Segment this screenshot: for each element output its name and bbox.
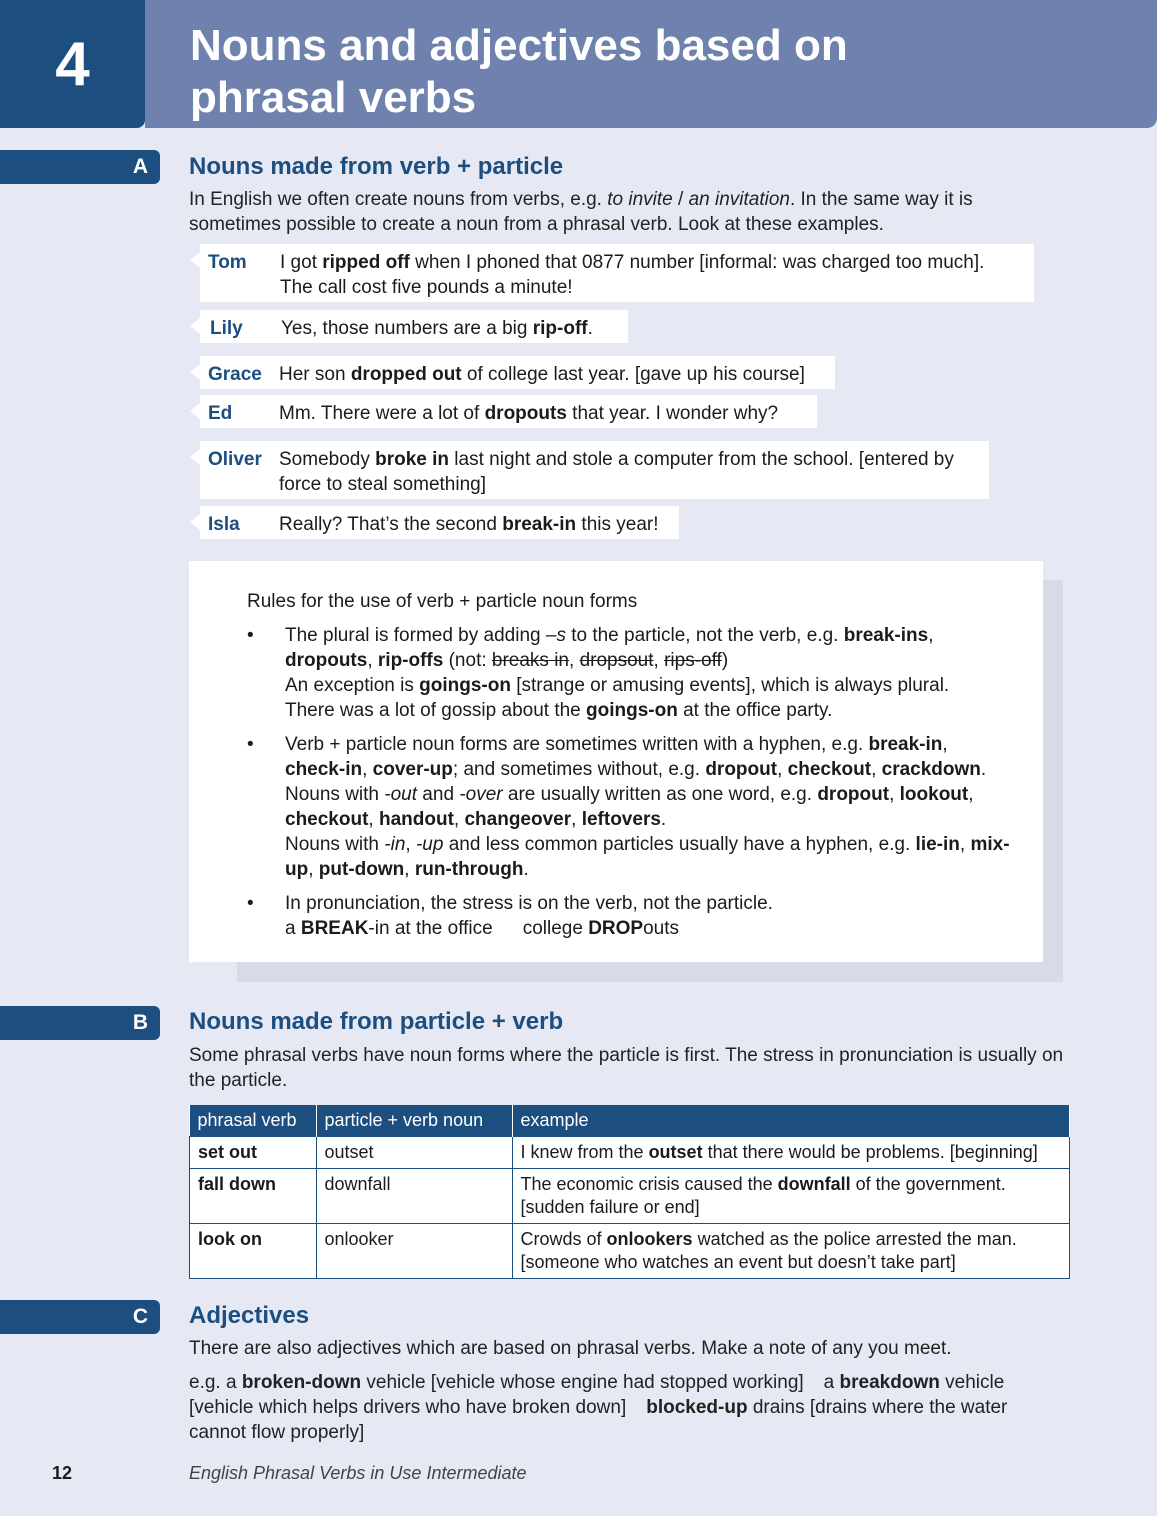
section-c-intro: There are also adjectives which are based on phrasal verbs. Make a note of any you meet. [189,1338,952,1359]
speech-bold: dropouts [484,403,567,424]
table-cell-noun: outset [316,1137,512,1169]
speaker-name: Grace [208,364,262,385]
column-header: phrasal verb [190,1105,317,1137]
rule-bold: BREAK [300,918,369,939]
rule-text: outs [643,918,680,939]
rule-bold: checkout [285,809,369,830]
rule-italic: -over [459,784,503,805]
rule-item-plural: • The plural is formed by adding –s to the particle, not the verb, e.g. break-ins, dropouts, rip-offs (not: breaks in, dropsout, rips-off) An exception is goings-on [strange or amusing events], which is always plural. There was a lot of gossip about the goings-on at the office party. [247,625,950,721]
rule-bold: mix-up [285,834,1010,880]
example-text: watched as the police arrested the man. [someone who watches an event but doesn’t take part] [520,1229,1017,1272]
example-text: e.g. a [189,1372,242,1393]
rule-bold: cover-up [372,759,453,780]
rule-text: college [522,918,589,939]
rule-bold: break-ins [843,625,929,646]
title-line-1: Nouns and adjectives based on [190,21,848,70]
rule-bold: dropout [705,759,778,780]
rule-text: The plural is formed by adding – [285,625,557,646]
section-a-tab: A [0,150,160,184]
example-bold: blocked-up [646,1397,748,1418]
speech-part: Her son [279,364,351,385]
speaker-name: Lily [210,318,243,339]
rule-italic: -in [384,834,406,855]
unit-number: 4 [0,0,145,128]
example-text: of the government. [sudden failure or end] [520,1174,1006,1217]
speech-text [279,401,803,426]
rule-strike: dropsout [579,650,654,671]
speech-part: last night and stole a computer from the school. [entered by force to steal something] [279,449,954,495]
speech-text [279,447,965,497]
table-cell-example [512,1224,1070,1279]
title-line-2: phrasal verbs [190,73,477,122]
table-row [190,1169,1070,1224]
section-a-heading: Nouns made from verb + particle [189,153,564,180]
section-c-tab: C [0,1300,160,1334]
intro-text: . In the same way it is sometimes possible to create a noun from a phrasal verb. Look at these examples. [189,189,973,235]
rule-text: In pronunciation, the stress is on the verb, not the particle. [285,893,773,914]
speech-part: Really? That’s the second [279,514,503,535]
rule-bold: dropout [817,784,890,805]
speaker-name: Oliver [208,449,262,470]
rule-text: An exception is [285,675,420,696]
rule-bold: check-in [285,759,363,780]
speech-part: when I phoned that 0877 number [informal: was charged too much]. The call cost five pounds a minute! [280,252,985,298]
table-cell-verb: fall down [190,1169,317,1224]
rule-text: , [367,650,378,671]
table-cell-example [512,1137,1070,1169]
example-text: that there would be problems. [beginning] [702,1142,1038,1162]
rule-bold: handout [378,809,454,830]
rule-text: ; and sometimes without, e.g. [452,759,706,780]
example-text: Crowds of [520,1229,607,1249]
example-bold: downfall [777,1174,851,1194]
noun-table [189,1105,1070,1279]
section-c-examples [189,1370,1069,1445]
rule-text: (not: [443,650,492,671]
speech-part: I got [280,252,323,273]
table-cell-noun: onlooker [316,1224,512,1279]
rule-bold: lie-in [915,834,960,855]
section-a-intro [189,187,989,237]
rules-box [189,561,1043,962]
speech-bold: rip-off [532,318,588,339]
rule-text: Nouns with [285,784,385,805]
speech-bold: ripped off [322,252,410,273]
section-b-intro: Some phrasal verbs have noun forms where the particle is first. The stress in pronunciation is usually on the particle. [189,1045,1064,1091]
dialogue-line [200,395,817,428]
rule-bold: crackdown [881,759,981,780]
speech-part: of college last year. [gave up his course] [461,364,805,385]
dialogue-line [200,441,989,499]
speech-part: Yes, those numbers are a big [281,318,533,339]
rule-bold: goings-on [586,700,678,721]
intro-italic: to invite [607,189,673,210]
table-header-row [190,1105,1070,1137]
rule-bold: put-down [318,859,405,880]
column-header: example [512,1105,1070,1137]
rule-italic: -up [415,834,444,855]
example-bold: broken-down [241,1372,362,1393]
rule-bold: DROP [588,918,644,939]
rules-title: Rules for the use of verb + particle noun forms [247,591,638,612]
bullet: • [247,734,254,755]
bullet: • [247,893,254,914]
rule-text: a [285,918,301,939]
speech-bold: broke in [375,449,450,470]
rule-text: and less common particles usually have a hyphen, e.g. [443,834,916,855]
speech-text [280,250,1020,300]
speech-part: Somebody [279,449,376,470]
rule-bold: break-in [868,734,943,755]
dialogue-line [200,356,835,389]
speaker-name: Isla [208,514,240,535]
speech-part: Mm. There were a lot of [279,403,485,424]
rule-bold: checkout [787,759,872,780]
example-bold: breakdown [839,1372,940,1393]
table-row [190,1137,1070,1169]
rule-bold: run-through [414,859,524,880]
rule-text: -in at the office [368,918,493,939]
rule-bold: leftovers [581,809,661,830]
table-cell-example [512,1169,1070,1224]
rule-italic: s [556,625,566,646]
speech-bold: dropped out [350,364,462,385]
dialogue-line [200,310,628,343]
section-c-heading: Adjectives [189,1302,310,1329]
dialogue-line [200,506,679,539]
speech-bold: break-in [502,514,577,535]
table-cell-verb: set out [190,1137,317,1169]
rule-strike: breaks in [491,650,570,671]
rule-text: Nouns with [285,834,385,855]
rule-text: and [417,784,460,805]
section-b-heading: Nouns made from particle + verb [189,1008,564,1035]
rule-bold: rip-offs [377,650,444,671]
speaker-name: Ed [208,403,233,424]
example-text: a [823,1372,840,1393]
rule-italic: -out [384,784,418,805]
rule-text: Verb + particle noun forms are sometimes written with a hyphen, e.g. [285,734,869,755]
speech-text [279,512,665,537]
title-bar [145,0,1157,128]
rule-strike: rips-off [664,650,722,671]
rule-text: to the particle, not the verb, e.g. [565,625,844,646]
table-row [190,1224,1070,1279]
rule-bold: lookout [899,784,969,805]
speech-text [279,362,821,387]
rule-text: [strange or amusing events], which is always plural. [510,675,950,696]
section-b-tab: B [0,1006,160,1040]
example-text: vehicle [vehicle whose engine had stopped working] [361,1372,804,1393]
page-title [190,20,848,124]
example-text: The economic crisis caused the [520,1174,778,1194]
rule-bold: goings-on [419,675,511,696]
intro-text: In English we often create nouns from verbs, e.g. [189,189,608,210]
book-title: English Phrasal Verbs in Use Intermediate [189,1463,527,1483]
speech-part: that year. I wonder why? [566,403,779,424]
page-number: 12 [52,1463,73,1483]
rule-item-stress [247,891,1027,941]
dialogue-line [200,244,1034,302]
intro-text: / [672,189,689,210]
example-bold: outset [648,1142,703,1162]
example-bold: onlookers [606,1229,693,1249]
rule-text: are usually written as one word, e.g. [502,784,818,805]
table-cell-verb: look on [190,1224,317,1279]
table-cell-noun: downfall [316,1169,512,1224]
rule-item-hyphen: • Verb + particle noun forms are sometimes written with a hyphen, e.g. break-in, check-in, cover-up; and sometimes without, e.g. dropout, checkout, crackdown. Nouns with -out and -over are usually written as one word, e.g. dropout, lookout, checkout, handout, changeover, leftovers. Nouns with -in, -up and less common particles usually have a hyphen, e.g. lie-in, mix-up, put-down, run-through. [247,734,1010,880]
rule-text: , [928,625,934,646]
speech-part: this year! [576,514,659,535]
bullet: • [247,625,254,646]
rule-text: at the office party. [677,700,833,721]
rule-text: There was a lot of gossip about the [285,700,587,721]
example-text: vehicle [vehicle which helps drivers who have broken down] [189,1372,1005,1418]
example-text: I knew from the [520,1142,649,1162]
rule-bold: changeover [464,809,572,830]
speaker-name: Tom [208,252,247,273]
rule-text: ) [721,650,729,671]
speech-text [281,316,614,341]
column-header: particle + verb noun [316,1105,512,1137]
intro-italic: an invitation [688,189,790,210]
speech-part: . [587,318,593,339]
rule-bold: dropouts [285,650,368,671]
example-text: drains [drains where the water cannot flow properly] [189,1397,1008,1443]
